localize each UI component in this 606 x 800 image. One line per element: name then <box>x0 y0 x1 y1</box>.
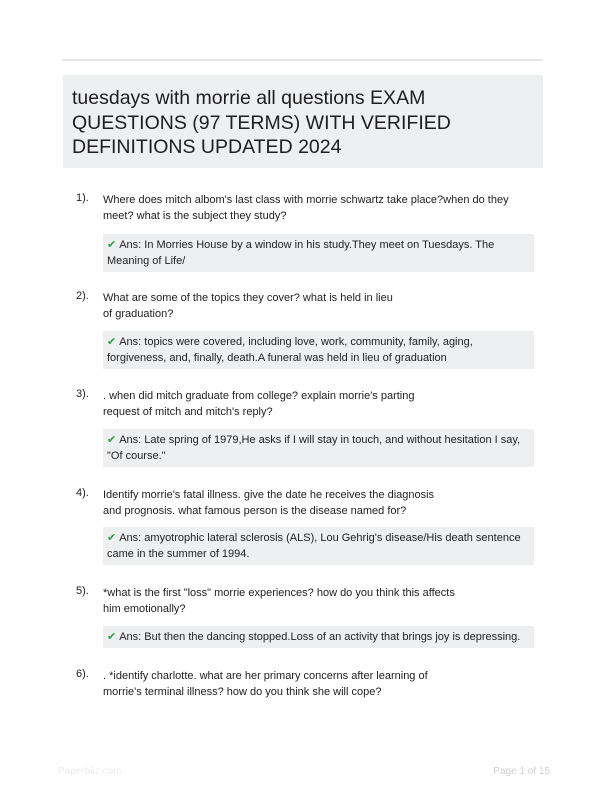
answer-text: Ans: But then the dancing stopped.Loss of an activity that brings joy is depressing. <box>119 631 521 643</box>
answer-box <box>103 429 534 467</box>
question-text: . when did mitch graduate from college? explain morrie's parting request of mitch and mitch's reply? <box>103 390 415 418</box>
question-number: 4). <box>76 487 89 499</box>
check-icon: ✔ <box>107 336 117 348</box>
top-divider <box>62 59 543 61</box>
check-icon: ✔ <box>107 434 117 446</box>
question-text: . *identify charlotte. what are her primary concerns after learning of morrie's terminal illness? how do you think she will cope? <box>103 670 428 698</box>
footer-source: Paperbliz.com <box>58 766 122 777</box>
question-number: 3). <box>76 388 89 400</box>
answer-text: Ans: In Morries House by a window in his study.They meet on Tuesdays. The Meaning of Life/ <box>107 239 495 267</box>
question-number: 5). <box>76 585 89 597</box>
answer-box <box>103 234 534 272</box>
document-title: tuesdays with morrie all questions EXAM QUESTIONS (97 TERMS) WITH VERIFIED DEFINITIONS UPDATED 2024 <box>72 87 451 158</box>
check-icon: ✔ <box>107 532 117 544</box>
question-text: What are some of the topics they cover? what is held in lieu of graduation? <box>103 292 393 320</box>
answer-text: Ans: topics were covered, including love, work, community, family, aging, forgiveness, and, finally, death.A funeral was held in lieu of graduation <box>107 336 473 364</box>
answer-box <box>103 626 534 648</box>
check-icon: ✔ <box>107 631 117 643</box>
title-box <box>63 75 543 168</box>
page-number: Page 1 of 15 <box>493 766 550 777</box>
answer-text: Ans: amyotrophic lateral sclerosis (ALS), Lou Gehrig's disease/His death sentence came in the summer of 1994. <box>107 532 521 560</box>
question-text: Where does mitch albom's last class with morrie schwartz take place?when do they meet? what is the subject they study? <box>103 194 509 222</box>
answer-box <box>103 527 534 565</box>
answer-box <box>103 331 534 369</box>
answer-text: Ans: Late spring of 1979,He asks if I will stay in touch, and without hesitation I say, "Of course." <box>107 434 521 462</box>
question-number: 6). <box>76 668 89 680</box>
question-number: 2). <box>76 290 89 302</box>
check-icon: ✔ <box>107 239 117 251</box>
question-number: 1). <box>76 192 89 204</box>
question-text: Identify morrie's fatal illness. give the date he receives the diagnosis and prognosis. what famous person is the disease named for? <box>103 489 435 517</box>
question-text: *what is the first "loss" morrie experiences? how do you think this affects him emotionally? <box>103 587 455 615</box>
